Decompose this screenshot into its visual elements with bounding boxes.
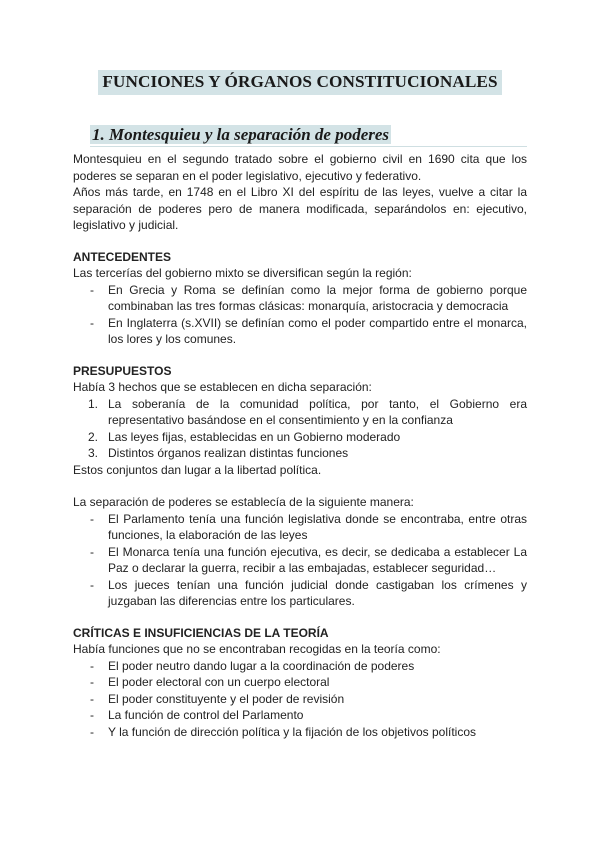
dash-marker: -: [90, 511, 94, 526]
spacer: [73, 478, 527, 494]
separacion-intro: La separación de poderes se establecía de la siguiente manera:: [73, 495, 414, 509]
antecedentes-intro: Las tercerías del gobierno mixto se diversifican según la región:: [73, 266, 412, 280]
paragraph-montesquieu-2: Años más tarde, en 1748 en el Libro XI del espíritu de las leyes, vuelve a citar la separación de poderes pero de manera modificada, separándolos en: ejecutivo, legislativo y judicial.: [73, 185, 527, 232]
dash-marker: -: [90, 315, 94, 330]
list-item-text: Los jueces tenían una función judicial donde castigaban los crímenes y juzgaban las diferencias entre los particulares.: [108, 577, 527, 608]
separacion-list: [73, 511, 527, 610]
list-item-text: Las leyes fijas, establecidas en un Gobierno moderado: [108, 429, 401, 444]
list-item: [73, 445, 527, 462]
list-item: [73, 429, 527, 446]
dash-marker: -: [90, 675, 94, 689]
document-body: [73, 151, 527, 740]
dash-marker: -: [90, 724, 94, 739]
list-item-text: Y la función de dirección política y la fijación de los objetivos políticos: [108, 724, 476, 739]
antecedentes-list: [73, 282, 527, 348]
list-item-text: El poder constituyente y el poder de revisión: [108, 691, 345, 706]
list-item: [73, 544, 527, 577]
heading-antecedentes: ANTECEDENTES: [73, 249, 172, 264]
presupuestos-list: [73, 396, 527, 462]
list-item: [73, 674, 527, 691]
list-item: [73, 691, 527, 708]
list-item: [73, 315, 527, 348]
section-heading-wrapper: [90, 125, 527, 147]
list-item-text: En Inglaterra (s.XVII) se definían como el poder compartido entre el monarca, los lores y los comunes.: [108, 315, 527, 346]
dash-marker: -: [90, 691, 94, 706]
list-item: [73, 724, 527, 741]
document-title: FUNCIONES Y ÓRGANOS CONSTITUCIONALES: [98, 70, 501, 95]
list-item-text: El Parlamento tenía una función legislativa donde se encontraba, entre otras funciones, la elaboración de las leyes: [108, 511, 527, 542]
dash-marker: -: [90, 544, 94, 559]
list-item: [73, 511, 527, 544]
list-item-text: La soberanía de la comunidad política, por tanto, el Gobierno era representativo basándose en el consentimiento y en la confianza: [108, 396, 527, 427]
list-item: [73, 396, 527, 429]
heading-presupuestos: PRESUPUESTOS: [73, 363, 172, 378]
list-item: [73, 577, 527, 610]
dash-marker: -: [90, 708, 94, 722]
presupuestos-outro: Estos conjuntos dan lugar a la libertad política.: [73, 462, 322, 477]
list-item: [73, 707, 527, 724]
dash-marker: -: [90, 577, 94, 592]
list-item-text: La función de control del Parlamento: [108, 708, 304, 722]
list-item: [73, 282, 527, 315]
list-item-text: El poder electoral con un cuerpo electoral: [108, 675, 330, 689]
criticas-list: [73, 658, 527, 741]
list-item-text: Distintos órganos realizan distintas funciones: [108, 446, 349, 460]
number-marker: 1.: [88, 396, 99, 411]
paragraph-montesquieu-1: Montesquieu en el segundo tratado sobre el gobierno civil en 1690 cita que los poderes se separan en el poder legislativo, ejecutivo y federativo.: [73, 152, 527, 183]
list-item-text: En Grecia y Roma se definían como la mejor forma de gobierno porque combinaban las tres formas clásicas: monarquía, aristocracia y democracia: [108, 282, 527, 313]
dash-marker: -: [90, 658, 94, 673]
list-item-text: El poder neutro dando lugar a la coordinación de poderes: [108, 658, 415, 673]
dash-marker: -: [90, 282, 94, 297]
title-wrapper: [0, 70, 600, 95]
list-item: [73, 658, 527, 675]
heading-criticas: CRÍTICAS E INSUFICIENCIAS DE LA TEORÍA: [73, 625, 329, 640]
number-marker: 3.: [88, 446, 99, 460]
number-marker: 2.: [88, 429, 99, 444]
section-heading: 1. Montesquieu y la separación de poderes: [92, 125, 390, 144]
criticas-intro: Había funciones que no se encontraban recogidas en la teoría como:: [73, 642, 441, 656]
list-item-text: El Monarca tenía una función ejecutiva, es decir, se dedicaba a establecer La Paz o declarar la guerra, recibir a las embajadas, establecer seguridad…: [108, 544, 527, 575]
presupuestos-intro: Había 3 hechos que se establecen en dicha separación:: [73, 380, 372, 394]
